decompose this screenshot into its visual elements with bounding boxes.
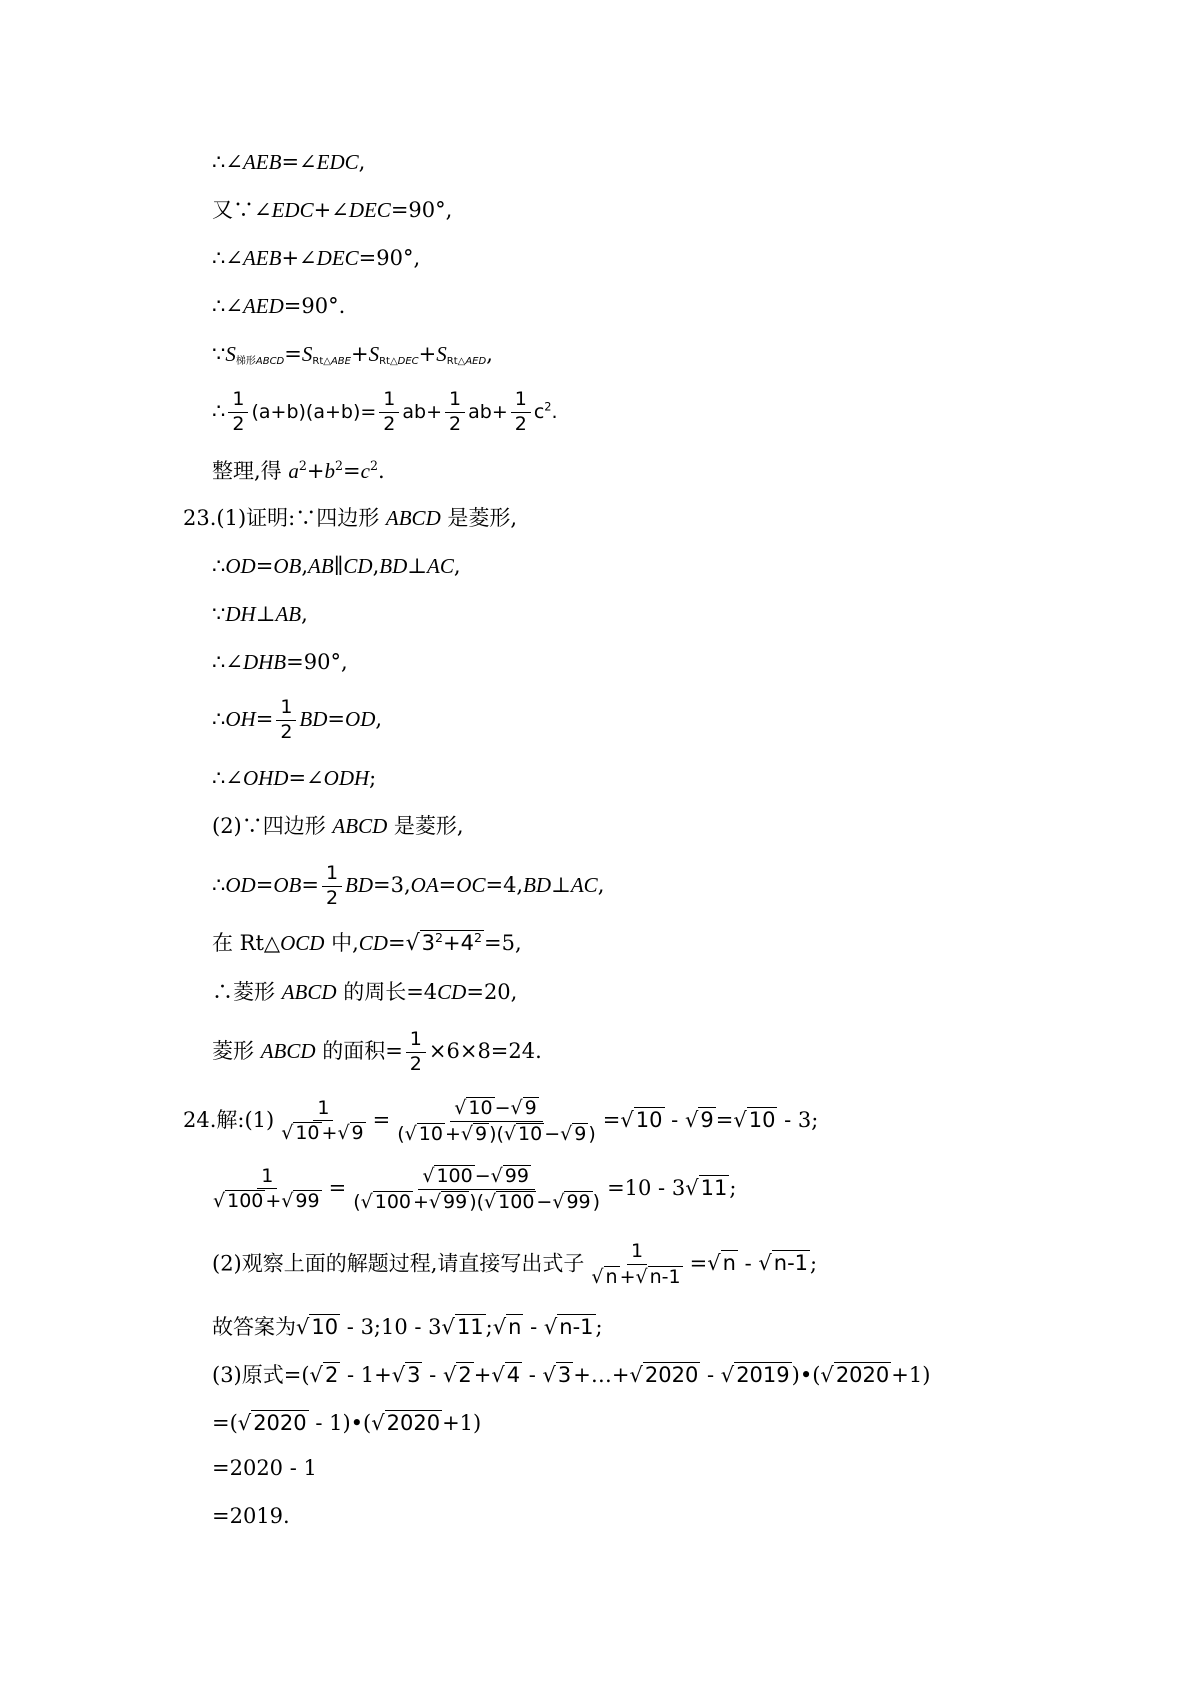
- p23-line-6: ∴OD=OB= $\frac{1}{2}$ BD=3,OA=OC=4,BD⊥AC,: [212, 862, 605, 909]
- problem-24-line-2: $\frac{1}{√ 100 +√ 99}$ = $\frac{√ 100 -√ 99}{(√ 100 +√ 99 )(√ 100 -√ 99 )}$ =10 - 3√11;: [213, 1164, 737, 1213]
- p23-line-8: ∴菱形 ABCD 的周长=4CD=20,: [212, 980, 518, 1004]
- problem-24-part3: (3)原式=(√2 - 1+√3 - √2+√4 - √3+…+√2020 - √2019)•(√2020+1): [212, 1363, 931, 1387]
- proof-line-1: ∴∠AEB=∠EDC,: [212, 150, 366, 174]
- p23-line-1: ∴OD=OB,AB∥CD,BD⊥AC,: [212, 554, 461, 578]
- problem-23-heading: 23.(1)证明:∵四边形 ABCD 是菱形,: [183, 506, 518, 530]
- problem-24-step-2: =2020 - 1: [212, 1456, 317, 1480]
- area-equation: ∴ $\frac{1}{2}$ (a+b)(a+b)= $\frac{1}{2}$ ab+ $\frac{1}{2}$ ab+ $\frac{1}{2}$ $c^2$.: [212, 388, 558, 435]
- p23-part2-heading: (2)∵四边形 ABCD 是菱形,: [212, 814, 464, 838]
- problem-24-line-1: 24.解:(1) $\frac{1}{√ 10 +√ 9}$ = $\frac{√ 10 -√ 9}{(√ 10 +√ 9 )(√ 10 -√ 9 )}$ =√10 - √9=√10 - 3;: [183, 1096, 819, 1145]
- proof-line-4: ∴∠AED=90°.: [212, 294, 346, 318]
- problem-24-answer: 故答案为√10 - 3;10 - 3√11;√n - √n-1;: [212, 1315, 603, 1339]
- p23-line-2: ∵DH⊥AB,: [212, 602, 308, 626]
- proof-line-2: 又∵∠EDC+∠DEC=90°,: [212, 198, 453, 222]
- p23-line-4: ∴OH= $\frac{1}{2}$ BD=OD,: [212, 696, 383, 743]
- p23-line-3: ∴∠DHB=90°,: [212, 650, 348, 674]
- proof-line-3: ∴∠AEB+∠DEC=90°,: [212, 246, 421, 270]
- proof-line-5: ∵S梯形ABCD=SRt△ABE+SRt△DEC+SRt△AED,: [212, 342, 493, 367]
- conclusion-line: 整理,得 $a^2+b^2=c^2$.: [212, 458, 385, 483]
- p23-line-5: ∴∠OHD=∠ODH;: [212, 766, 377, 790]
- problem-24-step-1: =(√2020 - 1)•(√2020+1): [212, 1411, 482, 1435]
- problem-24-part2: (2)观察上面的解题过程,请直接写出式子 $\frac{1}{√ n +√ n-1}$ =√n - √n-1;: [212, 1240, 818, 1288]
- p23-line-7: 在 Rt△OCD 中$,CD=√3^2+4^2=5$,: [212, 930, 522, 956]
- p23-line-9: 菱形 ABCD 的面积= $\frac{1}{2}$ ×6×8=24.: [212, 1028, 542, 1075]
- problem-24-step-3: =2019.: [212, 1504, 290, 1528]
